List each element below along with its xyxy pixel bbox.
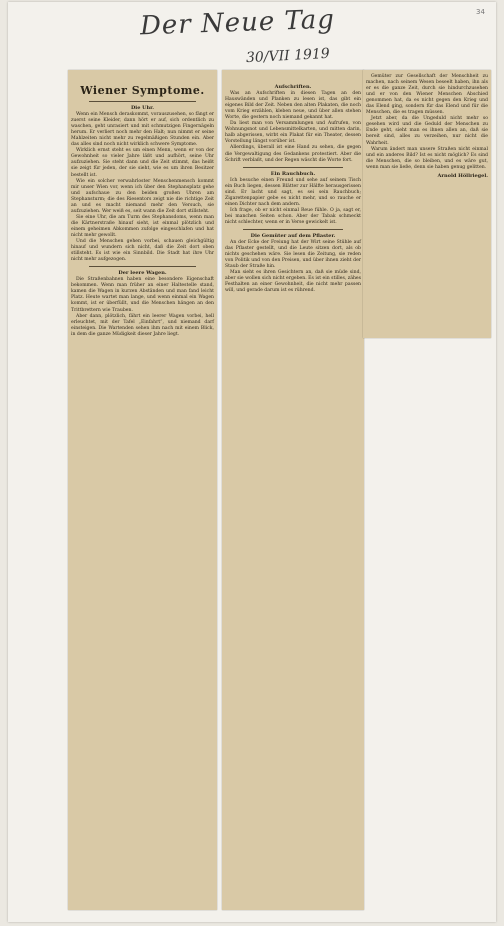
section-heading: Der leere Wagen. [118, 270, 167, 277]
paragraph: Was an Aufschriften in diesen Tagen an den Hauswänden und Planken zu lesen ist, das gibt ein eigenes Bild der Zeit. Neben den alten Plakaten, die noch vom Krieg erzählen, kleben neue, und über allen stehen Worte, die gestern noch niemand gekannt hat. [225, 91, 361, 121]
paragraph: Man sieht es ihren Gesichtern an, daß sie müde sind, aber sie wollen sich nicht ergeben. Es ist ein stilles, zähes Festhalten an einer Gewohnheit, die nicht mehr passen will, und gerade darum ist es rührend. [225, 270, 361, 294]
paragraph: Wenn ein Mensch deraskommt, vorauszusehen, so fängt er zuerst seine Kleider, dann hört er auf, sich ordentlich zu waschen, geht unrasiert und mit schmutzigen Fingernägeln herum. Er verliert noch mehr den Halt; nun nimmt er seine Mahlzeiten nicht mehr zu regelmäßigen Stunden ein. Aber das alles sind noch nicht wirklich schwere Symptome. [71, 112, 214, 148]
section-heading: Ein Rauchbuch. [270, 170, 316, 177]
divider [89, 266, 196, 267]
section-heading: Die Uhr. [130, 105, 155, 111]
paragraph: Aber dann, plötzlich, fährt ein leerer Wagen vorbei, hell erleuchtet, mit der Tafel „Einfahrt“, und niemand darf einsteigen. Die Wartenden sehen ihm nach mit einem Blick, in dem die ganze Müdigkeit dieser Jahre liegt. [71, 313, 214, 337]
paragraph: Ich besuche einen Freund und sehe auf seinem Tisch ein Buch liegen, dessen Blätter zur Hälfte herausgerissen sind. Er lacht und sagt, es sei sein Rauchbuch; Zigarettenpapier gebe es nicht mehr, und so rauche er einen Dichter nach dem andern. [225, 177, 361, 207]
paragraph: Und die Menschen gehen vorbei, schauen gleichgültig hinauf und wundern sich nicht, daß die Zeit dort oben stillsteht. Es ist wie ein Sinnbild. Die Stadt hat ihre Uhr nicht mehr aufgezogen. [71, 239, 214, 263]
section-heading: Aufschriften. [274, 84, 312, 90]
paragraph: Die Straßenbahnen haben eine besondere Eigenschaft bekommen. Wenn man früher an einer Haltestelle stand, kamen die Wagen in kurzen Abständen und man fand leicht Platz. Heute wartet man lange, und wenn einmal ein Wagen kommt, ist er überfüllt, und die Menschen hängen an den Trittbrettern wie Trauben. [71, 277, 214, 313]
paragraph: Sie eine Uhr, die am Turm des Stephansdoms, wenn man die Kärtnerstraße hinauf sieht, ist einmal plötzlich und einem geheimen Abkommen zufolge eingeschlafen und hat nicht mehr gewollt. [71, 214, 214, 238]
divider [243, 229, 343, 230]
paragraph: Wie ein solcher verwahrloster Menschenmensch kommt mir unser Wien vor, wenn ich über den Stephansplatz gehe und aufschaue zu den beiden großen Uhren am Stephansturm; die des Riesentors zeigt nie die richtige Zeit an und es macht niemand mehr den Versuch, sie aufzuziehen. Wer weiß es, seit wann die Zeit dort stillsteht. [71, 178, 214, 214]
article-headline: Wiener Symptome. [80, 84, 205, 97]
divider [89, 101, 196, 102]
section-heading: Die Gemüter auf dem Pflaster. [250, 233, 336, 240]
divider [243, 167, 343, 168]
paragraph: Da liest man von Versammlungen und Aufrufen, von Wohnungsnot und Lebensmittelkarten, und mitten darin, halb abgerissen, wirbt ein Plakat für ein Theater, dessen Vorstellung längst vorüber ist. [225, 121, 361, 145]
archive-mark: 34 [476, 8, 485, 16]
handwritten-date: 30/VII 1919 [245, 45, 331, 67]
clipping-middle-column [222, 70, 364, 910]
paragraph: Jetzt aber, da die Ungeduld nicht mehr so gesehen wird und die Geduld der Menschen zu Ende geht, sieht man es ihnen allen an, daß sie bereit sind, alles zu verzeihen, nur nicht die Wahrheit. [366, 116, 488, 146]
paragraph: An der Ecke der Freiung hat der Wirt seine Stühle auf das Pflaster gestellt, und die Leute sitzen dort, als ob nichts geschehen wäre. Sie lesen die Zeitung, sie reden von Politik und von den Preisen, und über ihnen zieht der Staub der Straße hin. [225, 240, 361, 270]
handwritten-newspaper-title: Der Neue Tag [139, 4, 336, 42]
paragraph: Warum ändert man unsere Straßen nicht einmal und ein anderes Bild? Ist es nicht möglich? Es sind die Menschen, die so bleiben, und es wäre gut, wenn man sie ließe, denn sie haben genug gelitten. [366, 146, 488, 170]
clipping-right-column [363, 70, 491, 338]
paragraph: Gemüter zur Gesellschaft der Menschheit zu machen, nach seinem Wesen beseelt haben, ihn als er es die ganze Zeit, durch sie hindurchzusehen und er von den Wiener Menschen Abschied genommen hat, da es nicht gegen den Krieg und das Elend ging, sondern für das Elend und für die Menschen, die es tragen müssen. [366, 74, 488, 116]
paragraph: Allerdings, überall ist eine Hand zu sehen, die gegen die Vergewaltigung des Gedankens protestiert. Aber die Schrift verblaßt, und der Regen wäscht die Worte fort. [225, 145, 361, 163]
paragraph: Wirklich ernst steht es um einen Menn, wenn er von der Gewohnheit so vieler Jahre läßt und aufhört, seine Uhr aufzuziehen. Sie steht dann und die Zeit stimmt, das heißt sie zeigt für jeden, der sie sieht, wie es um ihren Besitzer bestellt ist. [71, 148, 214, 178]
author-signature: Arnold Höllriegel. [437, 172, 488, 179]
clipping-left-column [68, 70, 217, 910]
paragraph: Ich frage, ob er nicht einmal Reue fühle. O ja, sagt er, bei manchen Seiten schon. Aber der Tabak schmeckt nicht schlechter, wenn er in Verse gewickelt ist. [225, 207, 361, 225]
